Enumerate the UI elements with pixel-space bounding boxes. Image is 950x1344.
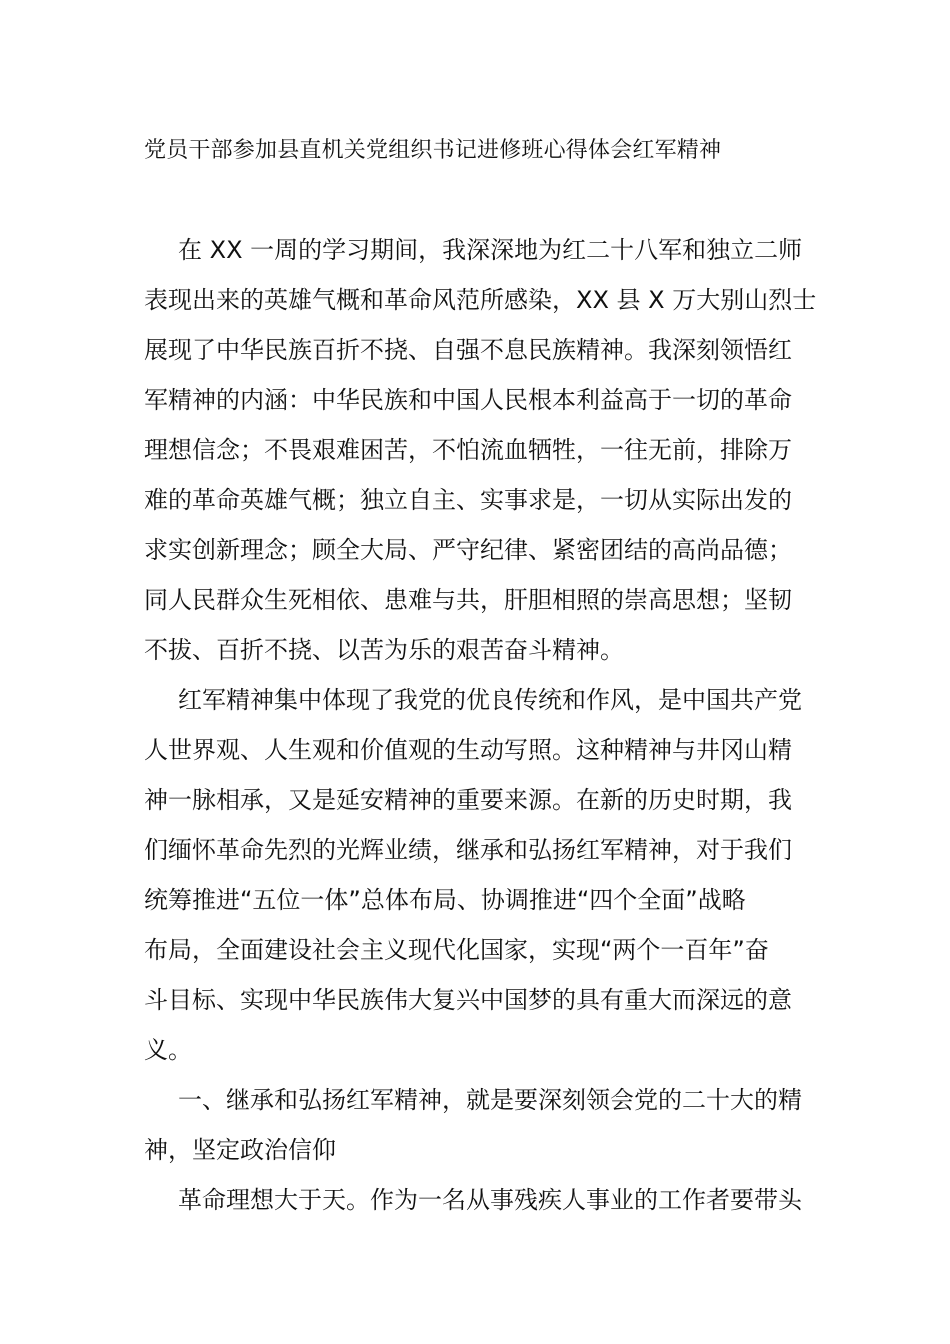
paragraph-2-line-7: 斗目标、实现中华民族伟大复兴中国梦的具有重大而深远的意 [144, 986, 792, 1014]
paragraph-1-line-8: 同人民群众生死相依、患难与共，肝胆相照的崇高思想；坚韧 [144, 586, 792, 614]
paragraph-2-line-2: 人世界观、人生观和价值观的生动写照。这种精神与井冈山精 [144, 736, 792, 764]
paragraph-2-line-4: 们缅怀革命先烈的光辉业绩，继承和弘扬红军精神，对于我们 [144, 836, 792, 864]
paragraph-1-line-1: 在 XX 一周的学习期间，我深深地为红二十八军和独立二师 [178, 236, 803, 264]
section-heading-line-1: 一、继承和弘扬红军精神，就是要深刻领会党的二十大的精 [178, 1086, 802, 1114]
document-title: 党员干部参加县直机关党组织书记进修班心得体会红军精神 [144, 138, 722, 163]
paragraph-1-line-9: 不拔、百折不挠、以苦为乐的艰苦奋斗精神。 [144, 636, 624, 664]
paragraph-1-line-3: 展现了中华民族百折不挠、自强不息民族精神。我深刻领悟红 [144, 336, 792, 364]
document-body [144, 225, 817, 1225]
paragraph-1-line-5: 理想信念；不畏艰难困苦，不怕流血牺牲，一往无前，排除万 [144, 436, 792, 464]
paragraph-2-line-1: 红军精神集中体现了我党的优良传统和作风，是中国共产党 [178, 686, 802, 714]
paragraph-1-line-6: 难的革命英雄气概；独立自主、实事求是，一切从实际出发的 [144, 486, 792, 514]
paragraph-2-line-6: 布局，全面建设社会主义现代化国家，实现“两个一百年”奋 [144, 936, 769, 964]
paragraph-1-line-7: 求实创新理念；顾全大局、严守纪律、紧密团结的高尚品德； [144, 536, 792, 564]
paragraph-3-line-1: 革命理想大于天。作为一名从事残疾人事业的工作者要带头 [178, 1186, 802, 1214]
paragraph-2-line-3: 神一脉相承，又是延安精神的重要来源。在新的历史时期，我 [144, 786, 792, 814]
paragraph-1-line-2: 表现出来的英雄气概和革命风范所感染，XX 县 X 万大别山烈士 [144, 286, 817, 314]
paragraph-2-line-5: 统筹推进“五位一体”总体布局、协调推进“四个全面”战略 [144, 886, 746, 914]
paragraph-2-line-8: 义。 [144, 1036, 192, 1064]
paragraph-1-line-4: 军精神的内涵：中华民族和中国人民根本利益高于一切的革命 [144, 386, 792, 414]
section-heading-line-2: 神，坚定政治信仰 [144, 1136, 336, 1164]
